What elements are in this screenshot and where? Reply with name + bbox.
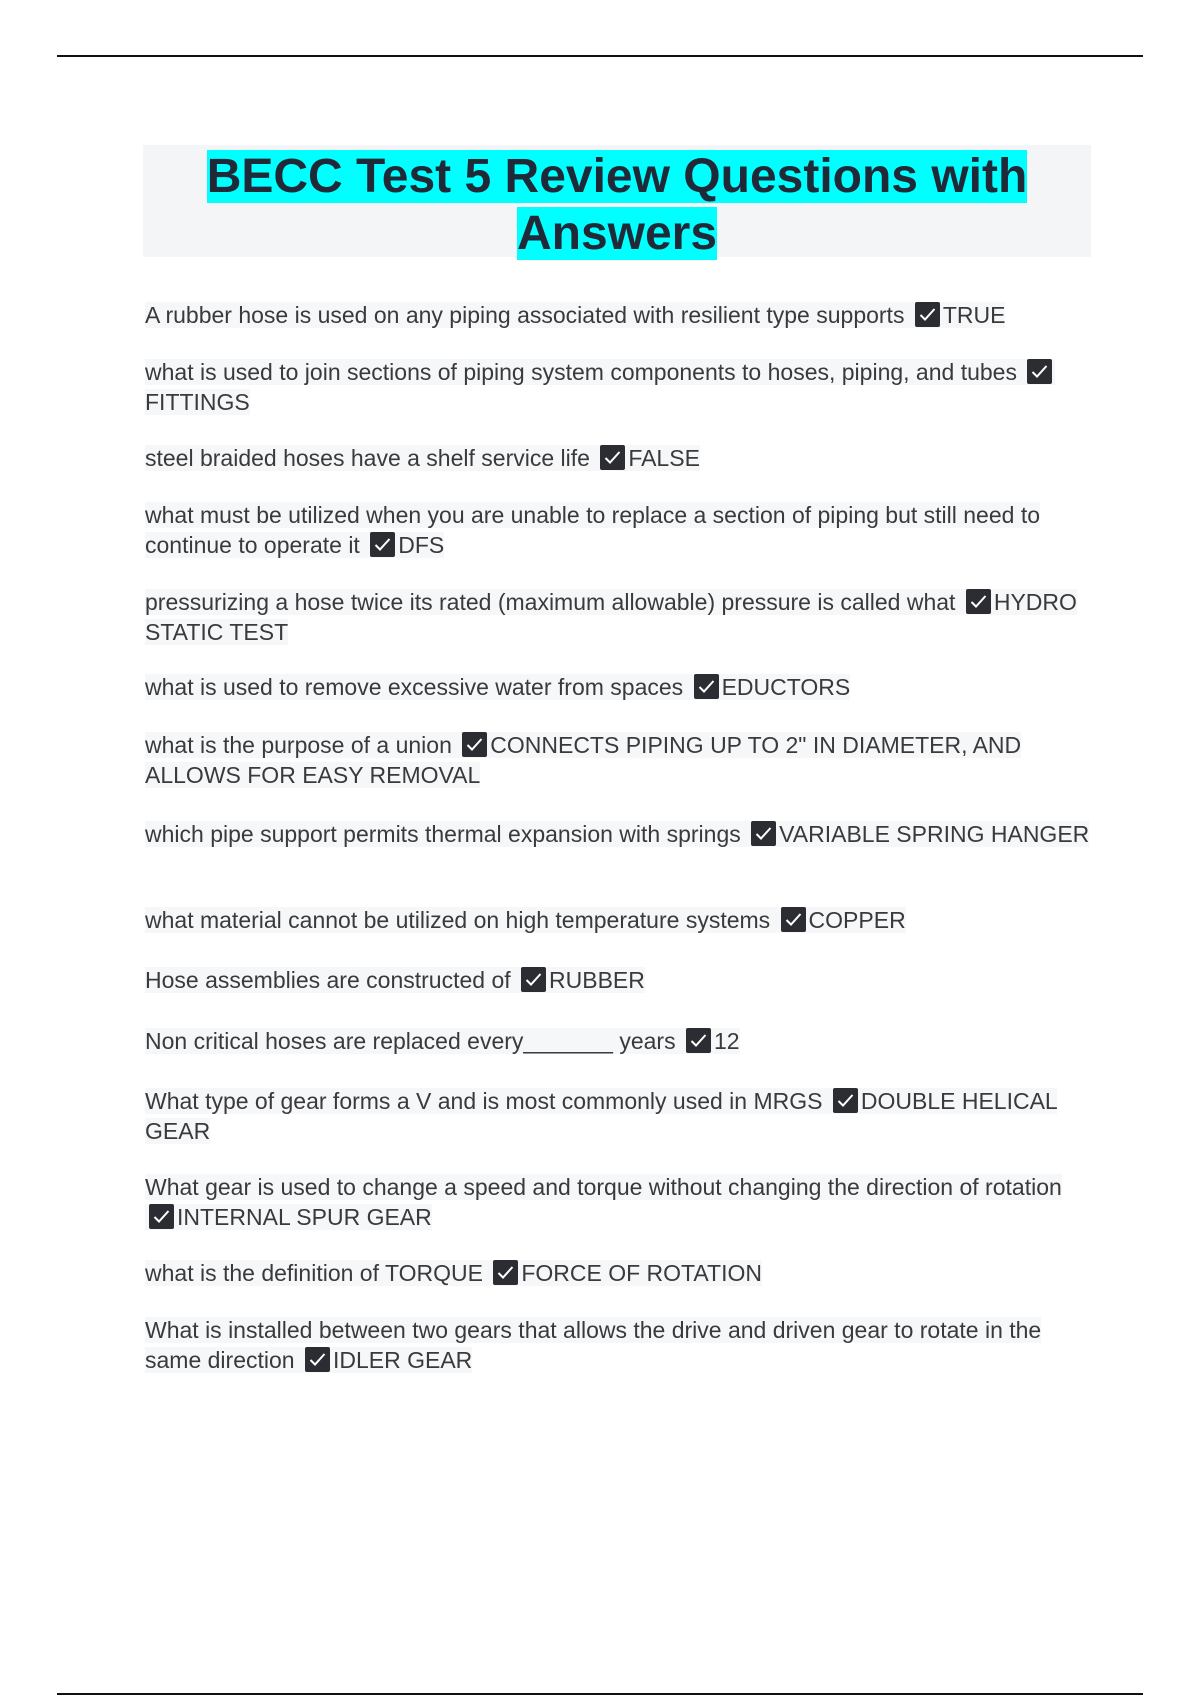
qa-item <box>145 587 1095 647</box>
answer-text: INTERNAL SPUR GEAR <box>177 1204 432 1230</box>
qa-item <box>145 1086 1095 1146</box>
checkmark-box-icon <box>305 1347 330 1372</box>
question-text: what is used to remove excessive water from spaces <box>145 674 684 700</box>
title-line-1: BECC Test 5 Review Questions with <box>206 150 1028 203</box>
answer-text: 12 <box>713 1028 740 1054</box>
checkmark-box-icon <box>694 674 719 699</box>
answer-text: FITTINGS <box>145 389 250 415</box>
question-text: What gear is used to change a speed and torque without changing the direction of rotation <box>145 1174 1062 1200</box>
question-text: what is the definition of TORQUE <box>145 1260 483 1286</box>
answer-text: DOUBLE HELICAL GEAR <box>145 1088 1057 1144</box>
answer-text: CONNECTS PIPING UP TO 2" IN DIAMETER, AND ALLOWS FOR EASY REMOVAL <box>145 732 1022 788</box>
checkmark-box-icon <box>521 967 546 992</box>
qa-item <box>145 300 1095 330</box>
checkmark-box-icon <box>370 532 395 557</box>
question-text: A rubber hose is used on any piping associated with resilient type supports <box>145 302 905 328</box>
answer-text: TRUE <box>942 302 1006 328</box>
answer-text: VARIABLE SPRING HANGER <box>779 821 1090 847</box>
qa-item <box>145 730 1095 790</box>
checkmark-box-icon <box>493 1260 518 1285</box>
checkmark-box-icon <box>686 1028 711 1053</box>
qa-item <box>145 1315 1095 1375</box>
question-text: steel braided hoses have a shelf service life <box>145 445 590 471</box>
question-text: What is installed between two gears that allows the drive and driven gear to rotate in the same direction <box>145 1317 1042 1373</box>
answer-text: COPPER <box>808 907 906 933</box>
qa-item <box>145 819 1095 849</box>
checkmark-box-icon <box>833 1088 858 1113</box>
qa-item <box>145 1172 1095 1232</box>
question-text: what is used to join sections of piping system components to hoses, piping, and tubes <box>145 359 1017 385</box>
answer-text: DFS <box>398 532 445 558</box>
qa-item <box>145 965 1095 995</box>
answer-text: IDLER GEAR <box>332 1347 473 1373</box>
question-text: Hose assemblies are constructed of <box>145 967 511 993</box>
title-line-2: Answers <box>516 207 718 260</box>
answer-text: EDUCTORS <box>721 674 851 700</box>
top-divider <box>57 55 1143 57</box>
question-text: which pipe support permits thermal expansion with springs <box>145 821 741 847</box>
checkmark-box-icon <box>751 821 776 846</box>
question-text: what is the purpose of a union <box>145 732 452 758</box>
qa-item <box>145 1258 1095 1288</box>
checkmark-box-icon <box>966 589 991 614</box>
qa-item <box>145 357 1095 417</box>
checkmark-box-icon <box>1027 359 1052 384</box>
question-text: pressurizing a hose twice its rated (maximum allowable) pressure is called what <box>145 589 956 615</box>
question-text: what must be utilized when you are unable to replace a section of piping but still need to continue to operate it <box>145 502 1041 558</box>
answer-text: FORCE OF ROTATION <box>521 1260 762 1286</box>
question-text: What type of gear forms a V and is most commonly used in MRGS <box>145 1088 823 1114</box>
checkmark-box-icon <box>462 732 487 757</box>
checkmark-box-icon <box>600 445 625 470</box>
question-text: Non critical hoses are replaced every_______ years <box>145 1028 676 1054</box>
qa-item <box>145 672 1095 702</box>
title-banner <box>143 145 1091 260</box>
checkmark-box-icon <box>781 907 806 932</box>
checkmark-box-icon <box>149 1204 174 1229</box>
qa-item <box>145 443 1095 473</box>
bottom-divider <box>57 1693 1143 1695</box>
answer-text: HYDRO STATIC TEST <box>145 589 1077 645</box>
answer-text: FALSE <box>628 445 700 471</box>
checkmark-box-icon <box>915 302 940 327</box>
qa-item <box>145 905 1095 935</box>
question-text: what material cannot be utilized on high temperature systems <box>145 907 771 933</box>
answer-text: RUBBER <box>549 967 645 993</box>
page-title <box>187 148 1047 262</box>
qa-item <box>145 1026 1095 1056</box>
qa-item <box>145 500 1095 560</box>
